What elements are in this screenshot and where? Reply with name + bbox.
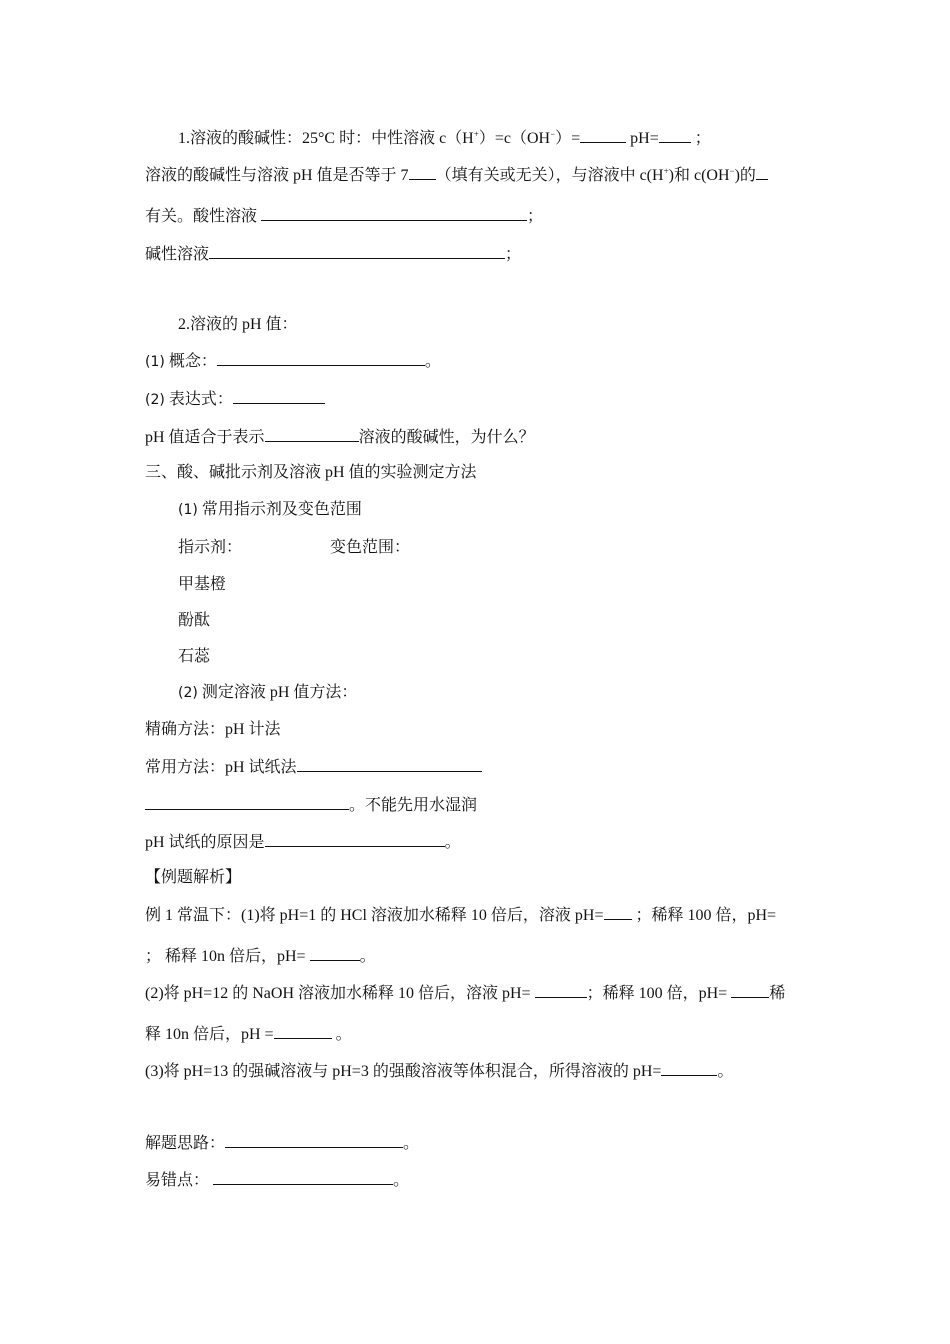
text: 。 — [424, 353, 441, 370]
s3-col-indicator: 指示剂： — [178, 539, 243, 556]
text: ）=c（OH — [478, 130, 551, 147]
text: 表达式： — [164, 391, 233, 408]
blank-concept[interactable] — [217, 351, 425, 366]
blank-ex1-c[interactable] — [310, 946, 360, 961]
text: 释 10n 倍后，pH = — [145, 1026, 274, 1043]
s1-line-1 — [178, 128, 711, 149]
item-number: (1) — [178, 502, 198, 518]
text: pH= — [626, 130, 659, 147]
text: ；稀释 100 倍，pH= — [631, 907, 777, 924]
example-line-5 — [145, 1061, 733, 1082]
blank-method-2[interactable] — [145, 795, 349, 810]
blank-ex2-a[interactable] — [535, 983, 587, 998]
text: 解题思路： — [145, 1135, 226, 1152]
blank-neutral-ph[interactable] — [659, 128, 691, 143]
superscript: − — [550, 129, 556, 139]
text: 。不能先用水湿润 — [349, 797, 478, 814]
example-line-2 — [145, 946, 376, 967]
blank-ex2-c[interactable] — [274, 1024, 332, 1039]
blank-basic[interactable] — [209, 244, 505, 259]
blank-relation-conc[interactable] — [756, 165, 768, 180]
text: )和 c(OH — [668, 167, 730, 184]
item-number: (2) — [145, 392, 165, 408]
text: 测定溶液 pH 值方法： — [197, 684, 358, 701]
text: 。 — [359, 948, 376, 965]
s3-common — [145, 757, 482, 778]
text: 碱性溶液 — [145, 246, 210, 263]
item-number: (1) — [145, 354, 165, 370]
superscript: + — [473, 129, 479, 139]
blank-suitable[interactable] — [265, 427, 359, 442]
error-point — [145, 1170, 409, 1191]
s3-common-cont — [145, 795, 477, 816]
text: ； — [505, 246, 522, 263]
text: 例 1 常温下：(1)将 pH=1 的 HCl 溶液加水稀释 10 倍后，溶液 pH= — [145, 907, 604, 924]
text: 易错点： — [145, 1172, 214, 1189]
superscript: − — [729, 166, 735, 176]
text: 常用指示剂及变色范围 — [197, 501, 362, 518]
blank-reason[interactable] — [265, 832, 445, 847]
text: 稀 — [769, 985, 786, 1002]
s3-precise: 精确方法：pH 计法 — [145, 721, 281, 738]
s2-expression — [145, 389, 325, 410]
s3-q1 — [178, 500, 362, 520]
text: ； — [690, 130, 711, 147]
text: 溶液的酸碱性与溶液 pH 值是否等于 7 — [145, 167, 409, 184]
blank-relation-7[interactable] — [409, 165, 436, 180]
text: 。 — [403, 1135, 420, 1152]
s1-line-4 — [145, 244, 521, 265]
blank-idea[interactable] — [225, 1133, 403, 1148]
s3-q2 — [178, 683, 357, 703]
text: 。 — [717, 1063, 734, 1080]
text: 概念： — [164, 353, 217, 370]
s3-title: 三、酸、碱批示剂及溶液 pH 值的实验测定方法 — [145, 464, 477, 481]
blank-ex2-b[interactable] — [731, 983, 769, 998]
example-line-3 — [145, 983, 785, 1004]
example-line-1 — [145, 905, 776, 926]
text: )的 — [734, 167, 756, 184]
text: 溶液的酸碱性，为什么？ — [358, 429, 535, 446]
s3-col-range: 变色范围： — [330, 539, 411, 556]
text: pH 试纸的原因是 — [145, 834, 265, 851]
text: ； 稀释 10n 倍后，pH= — [145, 948, 310, 965]
example-title: 【例题解析】 — [145, 869, 242, 886]
text: ）= — [555, 130, 581, 147]
text: 。 — [444, 834, 461, 851]
example-line-4 — [145, 1024, 352, 1045]
indicator-item: 酚酞 — [178, 612, 211, 629]
s1-line-2 — [145, 165, 768, 186]
blank-neutral-conc[interactable] — [580, 128, 626, 143]
blank-ex1-a[interactable] — [604, 905, 632, 920]
s2-concept — [145, 351, 441, 372]
item-number: (2) — [178, 685, 198, 701]
text: 有关。酸性溶液 — [145, 208, 262, 225]
indicator-item: 甲基橙 — [178, 576, 227, 593]
blank-method-1[interactable] — [297, 757, 482, 772]
text: pH 值适合于表示 — [145, 429, 265, 446]
s2-title: 2.溶液的 pH 值： — [178, 316, 298, 333]
text: 1.溶液的酸碱性：25°C 时：中性溶液 c（H — [178, 130, 474, 147]
indicator-item: 石蕊 — [178, 648, 211, 665]
text: (3)将 pH=13 的强碱溶液与 pH=3 的强酸溶液等体积混合，所得溶液的 pH= — [145, 1063, 662, 1080]
blank-expression[interactable] — [233, 389, 325, 404]
s1-line-3 — [145, 206, 543, 227]
text: （填有关或无关），与溶液中 c(H — [435, 167, 664, 184]
text: 常用方法：pH 试纸法 — [145, 759, 297, 776]
blank-acidic[interactable] — [261, 206, 527, 221]
text: ；稀释 100 倍，pH= — [586, 985, 732, 1002]
blank-error[interactable] — [213, 1170, 393, 1185]
text: 。 — [393, 1172, 410, 1189]
text: (2)将 pH=12 的 NaOH 溶液加水稀释 10 倍后，溶液 pH= — [145, 985, 535, 1002]
s3-reason — [145, 832, 461, 853]
superscript: + — [663, 166, 669, 176]
text: ； — [527, 208, 544, 225]
blank-ex3[interactable] — [661, 1061, 717, 1076]
s2-suitable — [145, 427, 535, 448]
solution-idea — [145, 1133, 419, 1154]
text: 。 — [331, 1026, 352, 1043]
